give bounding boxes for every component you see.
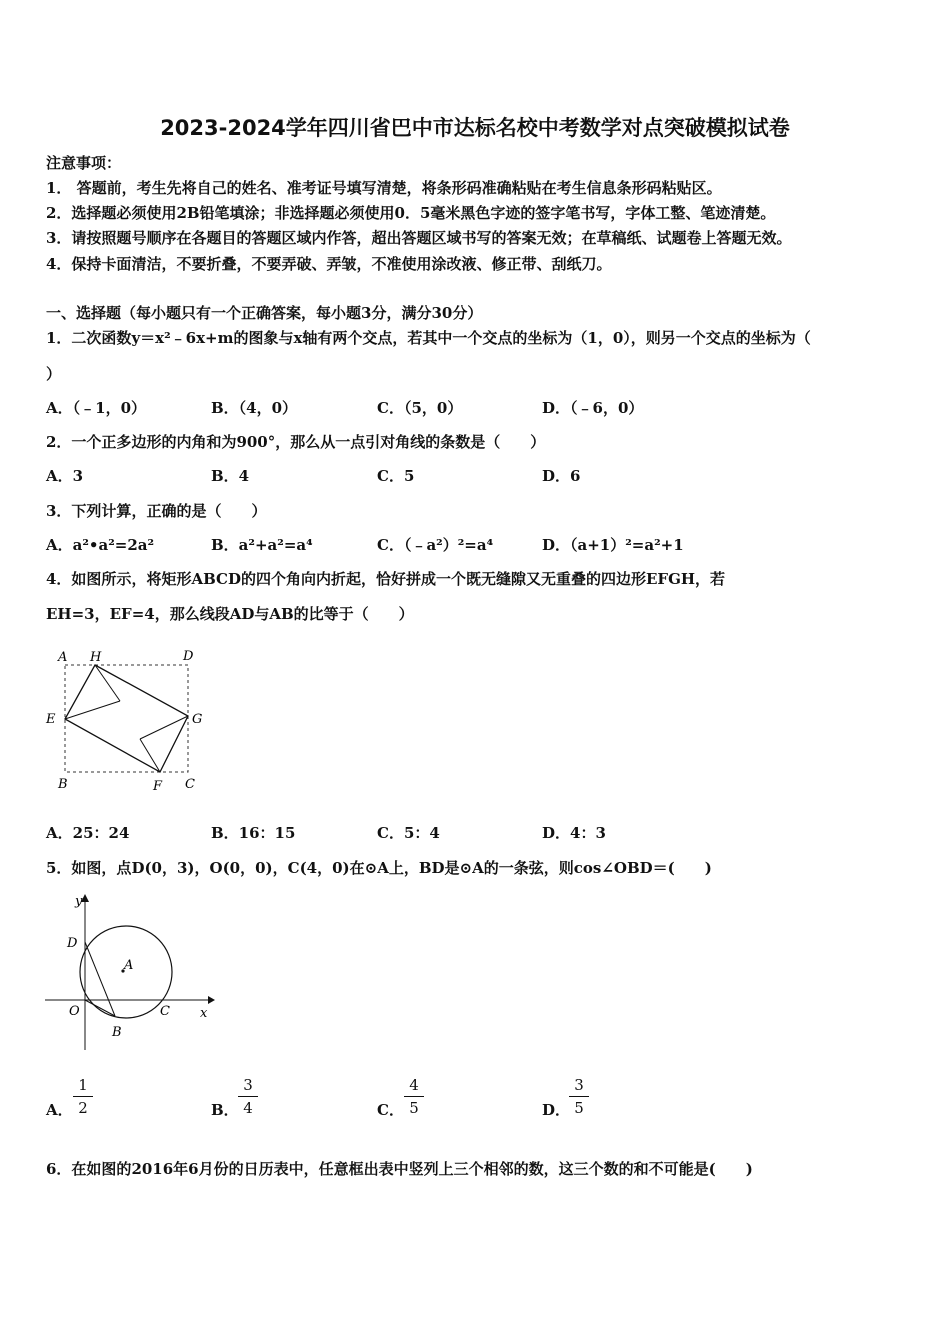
note-item: 2．选择题必须使用2B铅笔填涂；非选择题必须使用0．5毫米黑色字迹的签字笔书写，字体工整、笔迹清楚。 [46, 204, 776, 222]
option-c: C．（5，0） [377, 399, 463, 417]
label-A: A [124, 958, 134, 973]
option-d: D．（﹣6，0） [542, 399, 644, 417]
label-A: A [58, 650, 68, 665]
denominator: 5 [409, 1099, 419, 1117]
option-b: B．a²+a²=a⁴ [211, 536, 313, 554]
option-a-letter: A． [46, 1101, 73, 1119]
section-heading: 一、选择题（每小题只有一个正确答案，每小题3分，满分30分） [46, 304, 483, 322]
option-c-fraction [404, 1075, 424, 1118]
denominator: 4 [243, 1099, 253, 1117]
option-a: A．3 [46, 467, 84, 485]
numerator: 4 [409, 1076, 419, 1094]
rectangle-fold-figure [40, 640, 220, 800]
denominator: 2 [78, 1099, 88, 1117]
denominator: 5 [574, 1099, 584, 1117]
question-1: 1．二次函数y＝x²﹣6x+m的图象与x轴有两个交点，若其中一个交点的坐标为（1，0），则另一个交点的坐标为（ [46, 329, 811, 347]
label-F: F [153, 779, 163, 794]
label-B: B [58, 777, 68, 792]
question-5: 5．如图，点D(0，3)，O(0，0)，C(4，0)在⊙A上，BD是⊙A的一条弦，则cos∠OBD＝( ) [46, 859, 712, 877]
note-item: 4．保持卡面清洁，不要折叠，不要弄破、弄皱，不准使用涂改液、修正带、刮纸刀。 [46, 255, 612, 273]
label-B: B [112, 1025, 122, 1040]
question-4-line1: 4．如图所示，将矩形ABCD的四个角向内折起，恰好拼成一个既无缝隙又无重叠的四边形EFGH，若 [46, 570, 726, 588]
option-d: D．4：3 [542, 824, 606, 842]
numerator: 1 [78, 1076, 88, 1094]
note-item: 3．请按照题号顺序在各题目的答题区域内作答，超出答题区域书写的答案无效；在草稿纸、试题卷上答题无效。 [46, 229, 792, 247]
option-a-fraction [73, 1075, 93, 1118]
label-x: x [200, 1006, 208, 1021]
page-title: 2023-2024学年四川省巴中市达标名校中考数学对点突破模拟试卷 [160, 116, 790, 140]
label-D: D [67, 936, 78, 951]
option-d: D．6 [542, 467, 581, 485]
notes-heading: 注意事项： [46, 154, 122, 172]
option-d-letter: D． [542, 1101, 571, 1119]
question-4-line2: EH=3，EF=4，那么线段AD与AB的比等于（ ） [46, 605, 414, 623]
label-G: G [192, 712, 203, 727]
label-E: E [46, 712, 56, 727]
label-C: C [160, 1004, 170, 1019]
option-b-fraction [238, 1075, 258, 1118]
question-2: 2．一个正多边形的内角和为900°，那么从一点引对角线的条数是（ ） [46, 433, 546, 451]
numerator: 3 [243, 1076, 253, 1094]
label-C: C [185, 777, 195, 792]
label-D: D [183, 649, 194, 664]
circle-coordinate-figure [40, 890, 220, 1055]
option-a: A．（﹣1，0） [46, 399, 147, 417]
label-H: H [90, 650, 102, 665]
option-b: B．4 [211, 467, 250, 485]
option-b: B．（4，0） [211, 399, 298, 417]
option-b-letter: B． [211, 1101, 239, 1119]
option-a: A．25：24 [46, 824, 130, 842]
option-a: A．a²•a²=2a² [46, 536, 155, 554]
option-c: C．5 [377, 467, 415, 485]
question-1-tail: ） [46, 365, 62, 383]
option-d-fraction [569, 1075, 589, 1118]
option-d: D．（a+1）²=a²+1 [542, 536, 684, 554]
option-c-letter: C． [377, 1101, 404, 1119]
question-6: 6．在如图的2016年6月份的日历表中，任意框出表中竖列上三个相邻的数，这三个数的和不可能是( ) [46, 1160, 753, 1178]
option-c: C．5：4 [377, 824, 440, 842]
label-O: O [69, 1004, 80, 1019]
label-y: y [75, 894, 83, 909]
note-item: 1． 答题前，考生先将自己的姓名、准考证号填写清楚，将条形码准确粘贴在考生信息条形码粘贴区。 [46, 179, 722, 197]
question-3: 3．下列计算，正确的是（ ） [46, 502, 267, 520]
option-b: B．16：15 [211, 824, 296, 842]
option-c: C．（﹣a²）²=a⁴ [377, 536, 494, 554]
numerator: 3 [574, 1076, 584, 1094]
